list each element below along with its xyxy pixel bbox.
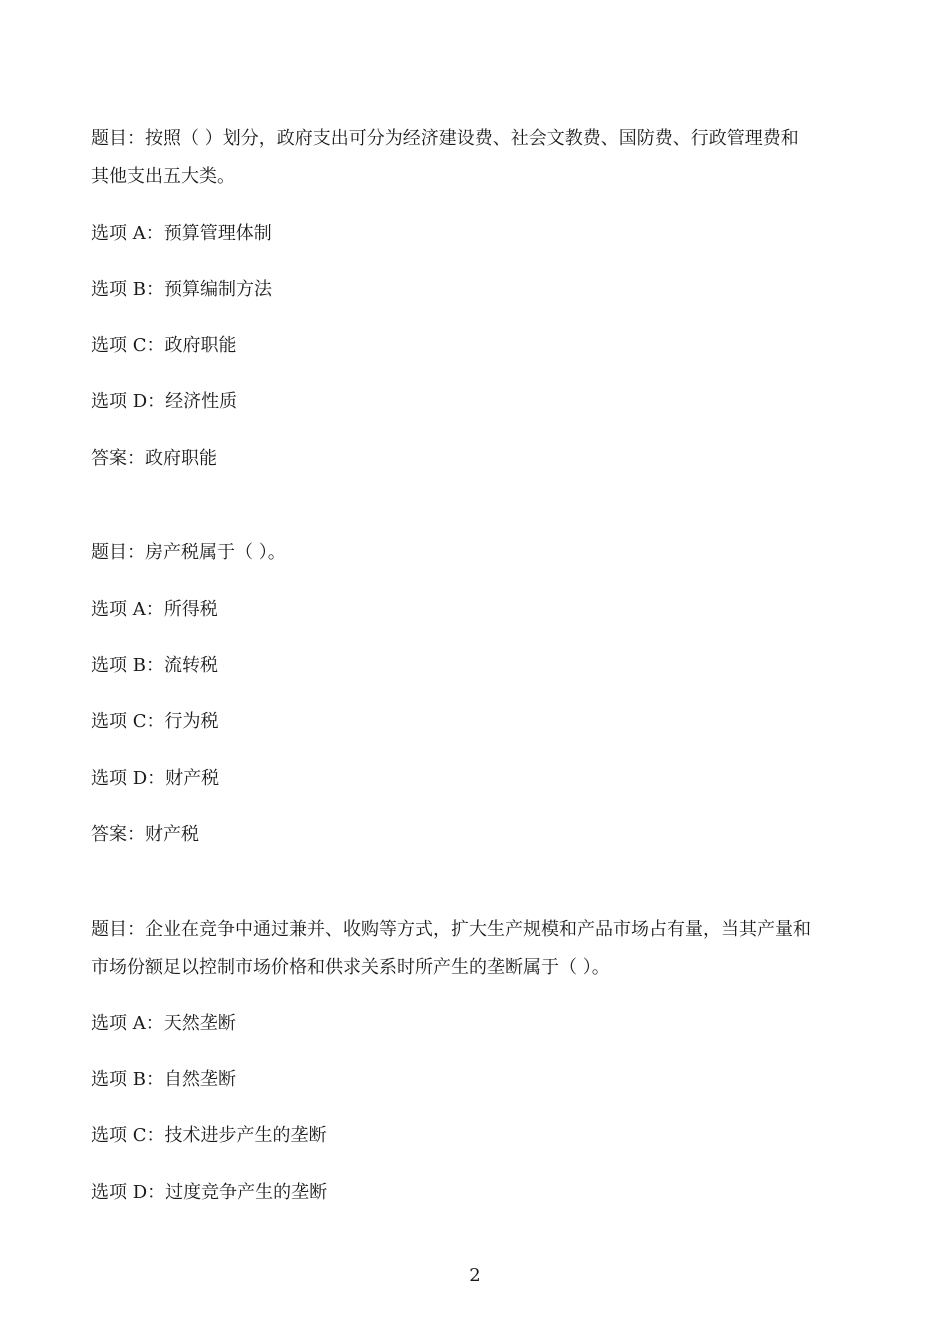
option-a: 选项 A：预算管理体制 (91, 223, 272, 244)
question-stem-line: 其他支出五大类。 (91, 166, 235, 187)
option-d: 选项 D：过度竞争产生的垄断 (91, 1182, 328, 1203)
question-stem-line: 市场份额足以控制市场价格和供求关系时所产生的垄断属于（ ）。 (91, 957, 610, 978)
question-stem-line: 题目：企业在竞争中通过兼并、收购等方式，扩大生产规模和产品市场占有量，当其产量和 (91, 919, 811, 940)
option-b: 选项 B：自然垄断 (91, 1069, 236, 1090)
option-b: 选项 B：预算编制方法 (91, 279, 272, 300)
option-c: 选项 C：技术进步产生的垄断 (91, 1125, 327, 1146)
option-b: 选项 B：流转税 (91, 655, 218, 676)
option-d: 选项 D：财产税 (91, 768, 220, 789)
answer: 答案：政府职能 (91, 448, 217, 469)
option-a: 选项 A：天然垄断 (91, 1013, 236, 1034)
question-stem-line: 题目：按照（ ）划分，政府支出可分为经济建设费、社会文教费、国防费、行政管理费和 (91, 128, 799, 149)
option-a: 选项 A：所得税 (91, 599, 218, 620)
option-d: 选项 D：经济性质 (91, 391, 238, 412)
answer: 答案：财产税 (91, 824, 199, 845)
option-c: 选项 C：行为税 (91, 711, 219, 732)
question-stem-line: 题目：房产税属于（ ）。 (91, 542, 286, 563)
option-c: 选项 C：政府职能 (91, 335, 237, 356)
page-number: 2 (469, 1265, 481, 1286)
